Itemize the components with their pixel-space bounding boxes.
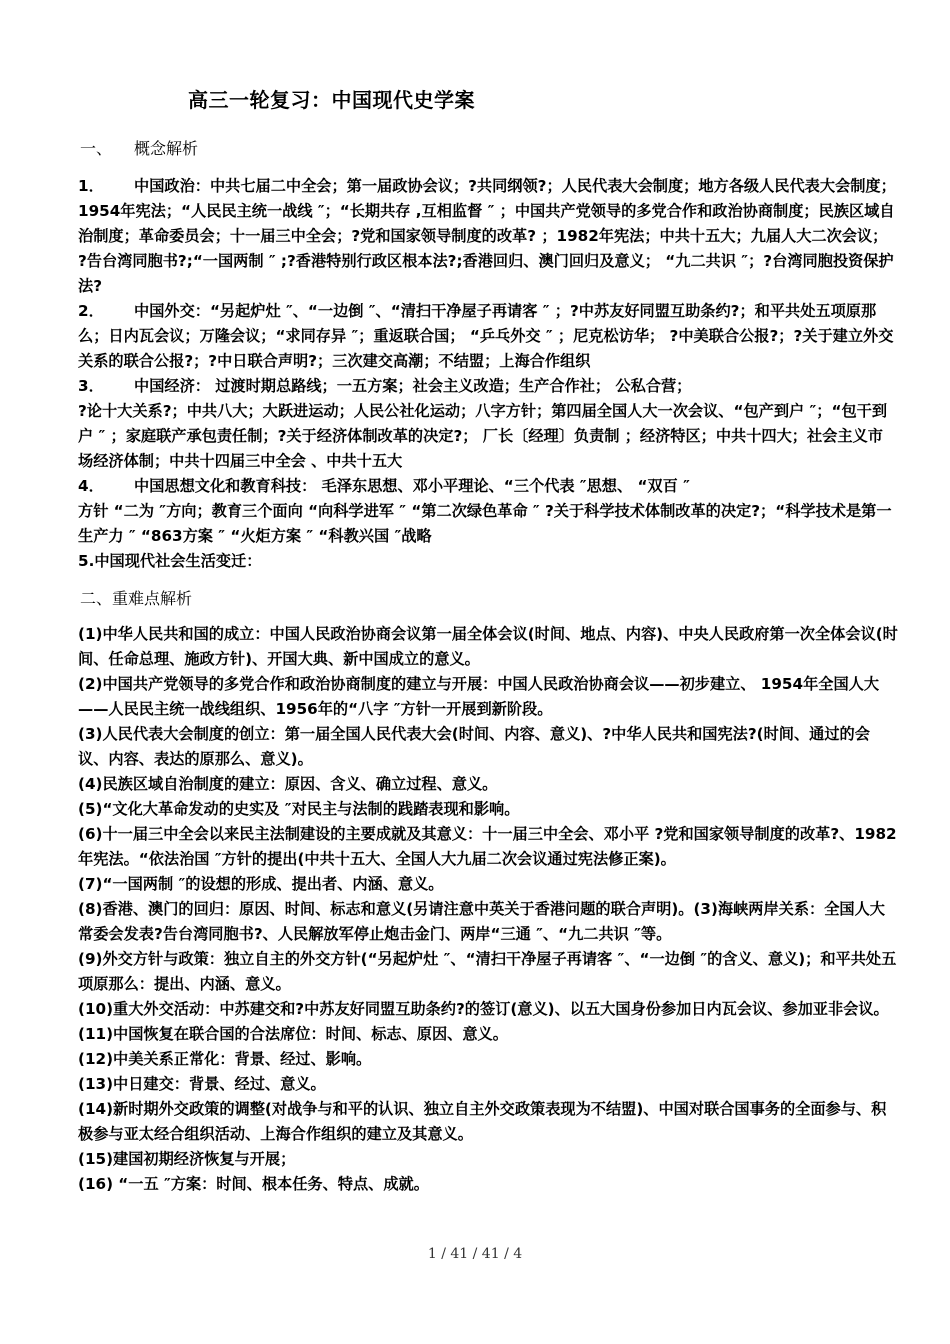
concept-item: 1． 中国政治：中共七届二中全会；第一届政协会议；?共同纲领?；人民代表大会制度；地方各级人民代表大会制度；1954年宪法；“人民民主统一战线 ″；“长期共存 ,互相监督 ″ ；中国共产党领导的多党合作和政治协商制度；民族区域自治制度；革命委员会；十一届三中全会；?党和国家领导制度的改革? ；1982年宪法；中共十五大；九届人大二次会议； ?告台湾同胞书?;“一国两制 ″ ;?香港特别行政区根本法?;香港回归、澳门回归及意义； “九二共识 ″；?台湾同胞投资保护法? <box>78 177 896 295</box>
key-point: (6)十一届三中全会以来民主法制建设的主要成就及其意义：十一届三中全会、邓小平 ?党和国家领导制度的改革?、1982年宪法。“依法治国 ″方针的提出(中共十五大、全国人大九届二次会议通过宪法修正案)。 <box>78 825 897 868</box>
key-point: (8)香港、澳门的回归：原因、时间、标志和意义(另请注意中英关于香港问题的联合声明)。(3)海峡两岸关系：全国人大常委会发表?告台湾同胞书?、人民解放军停止炮击金门、两岸“三通 ″、“九二共识 ″等。 <box>78 900 885 943</box>
section-label: 概念解析 <box>134 139 199 158</box>
key-point: (13)中日建交：背景、经过、意义。 <box>78 1075 326 1093</box>
key-point: (9)外交方针与政策：独立自主的外交方针(“另起炉灶 ″、“清扫干净屋子再请客 ″、“一边倒 ″的含义、意义)；和平共处五项原那么：提出、内涵、意义。 <box>78 950 897 993</box>
key-point: (14)新时期外交政策的调整(对战争与和平的认识、独立自主外交政策表现为不结盟)、中国对联合国事务的全面参与、积极参与亚太经合组织活动、上海合作组织的建立及其意义。 <box>78 1100 887 1143</box>
key-points-list <box>68 622 898 1197</box>
section-number: 一、 <box>80 139 113 158</box>
concept-item: 2． 中国外交：“另起炉灶 ″、“一边倒 ″、“清扫干净屋子再请客 ″ ；?中苏友好同盟互助条约?；和平共处五项原那么；日内瓦会议；万隆会议；“求同存异 ″；重返联合国； “乒乓外交 ″ ；尼克松访华； ?中美联合公报?；?关于建立外交关系的联合公报?；?中日联合声明?；三次建交高潮；不结盟；上海合作组织 <box>78 302 894 370</box>
key-point: (10)重大外交活动：中苏建交和?中苏友好同盟互助条约?的签订(意义)、以五大国身份参加日内瓦会议、参加亚非会议。 <box>78 1000 889 1018</box>
section-heading-key-points: 二、重难点解析 <box>80 589 193 608</box>
key-point: (11)中国恢复在联合国的合法席位：时间、标志、原因、意义。 <box>78 1025 508 1043</box>
page-title: 高三一轮复习：中国现代史学案 <box>188 88 475 112</box>
concept-item: ?论十大关系?；中共八大；大跃进运动；人民公社化运动；八字方针；第四届全国人大一次会议、“包产到户 ″；“包干到户 ″ ；家庭联产承包责任制；?关于经济体制改革的决定?； 厂长〔经理〕负责制 ；经济特区；中共十四大；社会主义市场经济体制；中共十四届三中全会 、中共十五大 <box>78 402 888 470</box>
key-point: (7)“一国两制 ″的设想的形成、提出者、内涵、意义。 <box>78 875 444 893</box>
concept-item: 5.中国现代社会生活变迁： <box>78 552 262 570</box>
concepts-list <box>68 174 898 574</box>
key-point: (4)民族区域自治制度的建立：原因、含义、确立过程、意义。 <box>78 775 498 793</box>
section-heading-concepts <box>80 136 198 159</box>
key-point: (15)建国初期经济恢复与开展； <box>78 1150 296 1168</box>
key-point: (2)中国共产党领导的多党合作和政治协商制度的建立与开展：中国人民政治协商会议——初步建立、 1954年全国人大——人民民主统一战线组织、1956年的“八字 ″方针一开展到新阶段。 <box>78 675 880 718</box>
page-footer: 1 / 41 / 41 / 4 <box>427 1246 523 1262</box>
key-point: (12)中美关系正常化：背景、经过、影响。 <box>78 1050 372 1068</box>
key-point: (16) “一五 ″方案：时间、根本任务、特点、成就。 <box>78 1175 429 1193</box>
concept-item: 方针 “二为 ″方向；教育三个面向 “向科学进军 ″ “第二次绿色革命 ″ ?关于科学技术体制改革的决定?；“科学技术是第一生产力 ″ “863方案 ″ “火炬方案 ″ “科教兴国 ″战略 <box>78 502 892 545</box>
concept-item: 3． 中国经济： 过渡时期总路线；一五方案；社会主义改造；生产合作社； 公私合营； <box>78 377 692 395</box>
key-point: (1)中华人民共和国的成立：中国人民政治协商会议第一届全体会议(时间、地点、内容)、中央人民政府第一次全体会议(时间、任命总理、施政方针)、开国大典、新中国成立的意义。 <box>78 625 898 668</box>
key-point: (3)人民代表大会制度的创立：第一届全国人民代表大会(时间、内容、意义)、?中华人民共和国宪法?(时间、通过的会议、内容、表达的原那么、意义)。 <box>78 725 870 768</box>
key-point: (5)“文化大革命发动的史实及 ″对民主与法制的践踏表现和影响。 <box>78 800 520 818</box>
concept-item: 4． 中国思想文化和教育科技： 毛泽东思想、邓小平理论、“三个代表 ″思想、 “双百 ″ <box>78 477 690 495</box>
